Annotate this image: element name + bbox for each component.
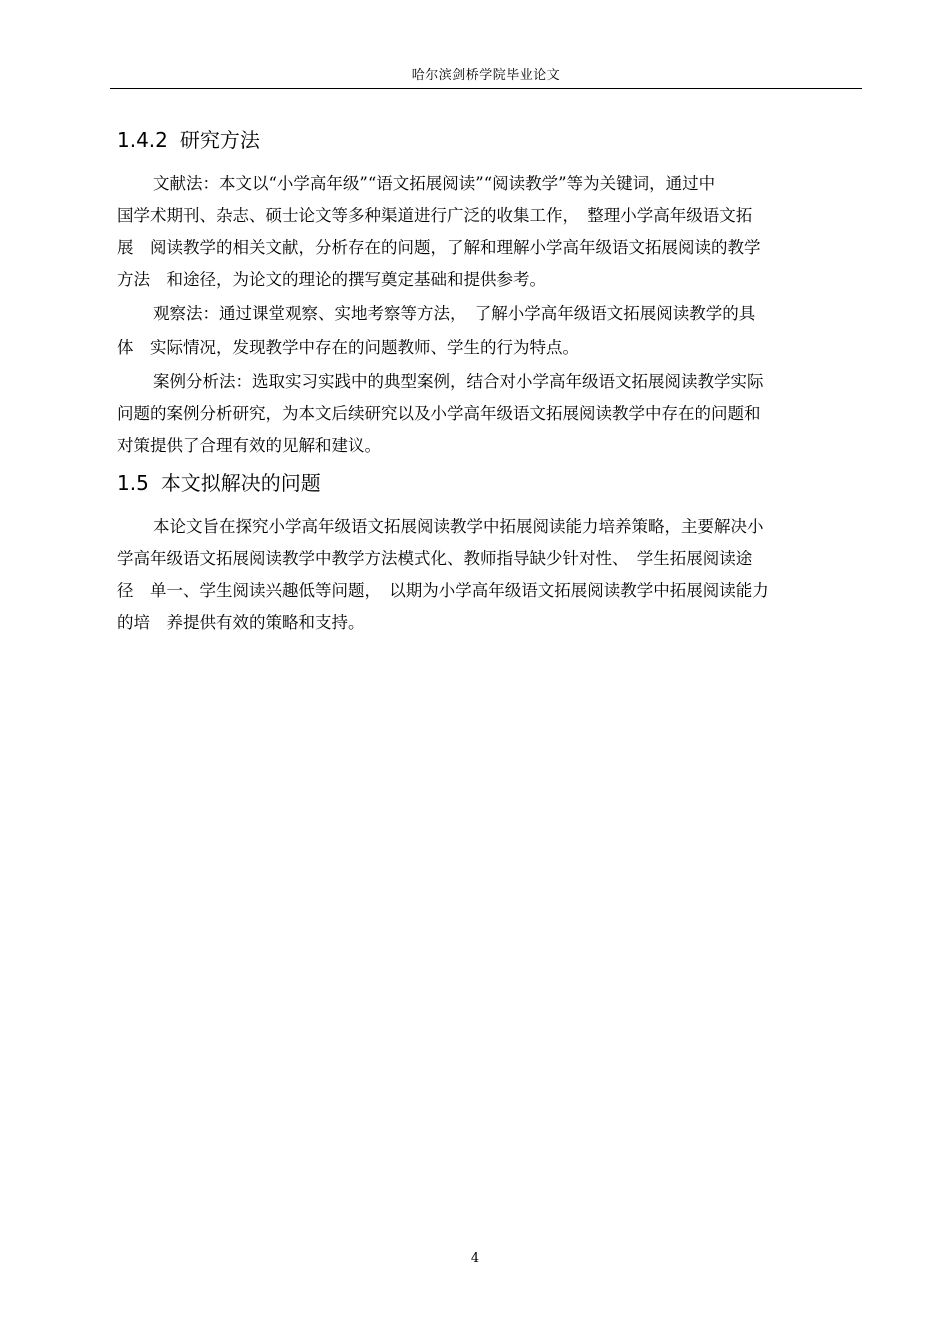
paragraph-line: 对策提供了合理有效的见解和建议。 — [117, 436, 381, 455]
paragraph-line: 国学术期刊、杂志、硕士论文等多种渠道进行广泛的收集工作， 整理小学高年级语文拓 — [117, 206, 753, 225]
paragraph-line: 展 阅读教学的相关文献，分析存在的问题，了解和理解小学高年级语文拓展阅读的教学 — [117, 238, 761, 257]
section-number: 1.4.2 — [117, 128, 168, 152]
paragraph-line: 学高年级语文拓展阅读教学中教学方法模式化、教师指导缺少针对性、 学生拓展阅读途 — [117, 549, 753, 568]
section-number: 1.5 — [117, 471, 149, 495]
paragraph-line: 本论文旨在探究小学高年级语文拓展阅读教学中拓展阅读能力培养策略，主要解决小 — [153, 517, 764, 536]
paragraph-line: 方法 和途径，为论文的理论的撰写奠定基础和提供参考。 — [117, 270, 546, 289]
paragraph-line: 的培 养提供有效的策略和支持。 — [117, 613, 365, 632]
paragraph-line: 案例分析法：选取实习实践中的典型案例，结合对小学高年级语文拓展阅读教学实际 — [153, 372, 764, 391]
paragraph-line: 径 单一、学生阅读兴趣低等问题， 以期为小学高年级语文拓展阅读教学中拓展阅读能力 — [117, 581, 769, 600]
running-header: 哈尔滨剑桥学院毕业论文 — [411, 68, 561, 83]
section-title: 研究方法 — [179, 128, 260, 152]
section-heading-1-5 — [117, 469, 321, 497]
page-number: 4 — [470, 1251, 480, 1266]
paragraph-line: 文献法：本文以“小学高年级”“语文拓展阅读”“阅读教学”等为关键词，通过中 — [153, 174, 716, 193]
header-rule — [110, 88, 862, 89]
paragraph-line: 观察法：通过课堂观察、实地考察等方法， 了解小学高年级语文拓展阅读教学的具 — [153, 304, 756, 323]
section-title: 本文拟解决的问题 — [160, 471, 321, 495]
section-heading-1-4-2 — [117, 126, 260, 154]
paragraph-line: 问题的案例分析研究，为本文后续研究以及小学高年级语文拓展阅读教学中存在的问题和 — [117, 404, 761, 423]
paragraph-line: 体 实际情况，发现教学中存在的问题教师、学生的行为特点。 — [117, 338, 579, 357]
